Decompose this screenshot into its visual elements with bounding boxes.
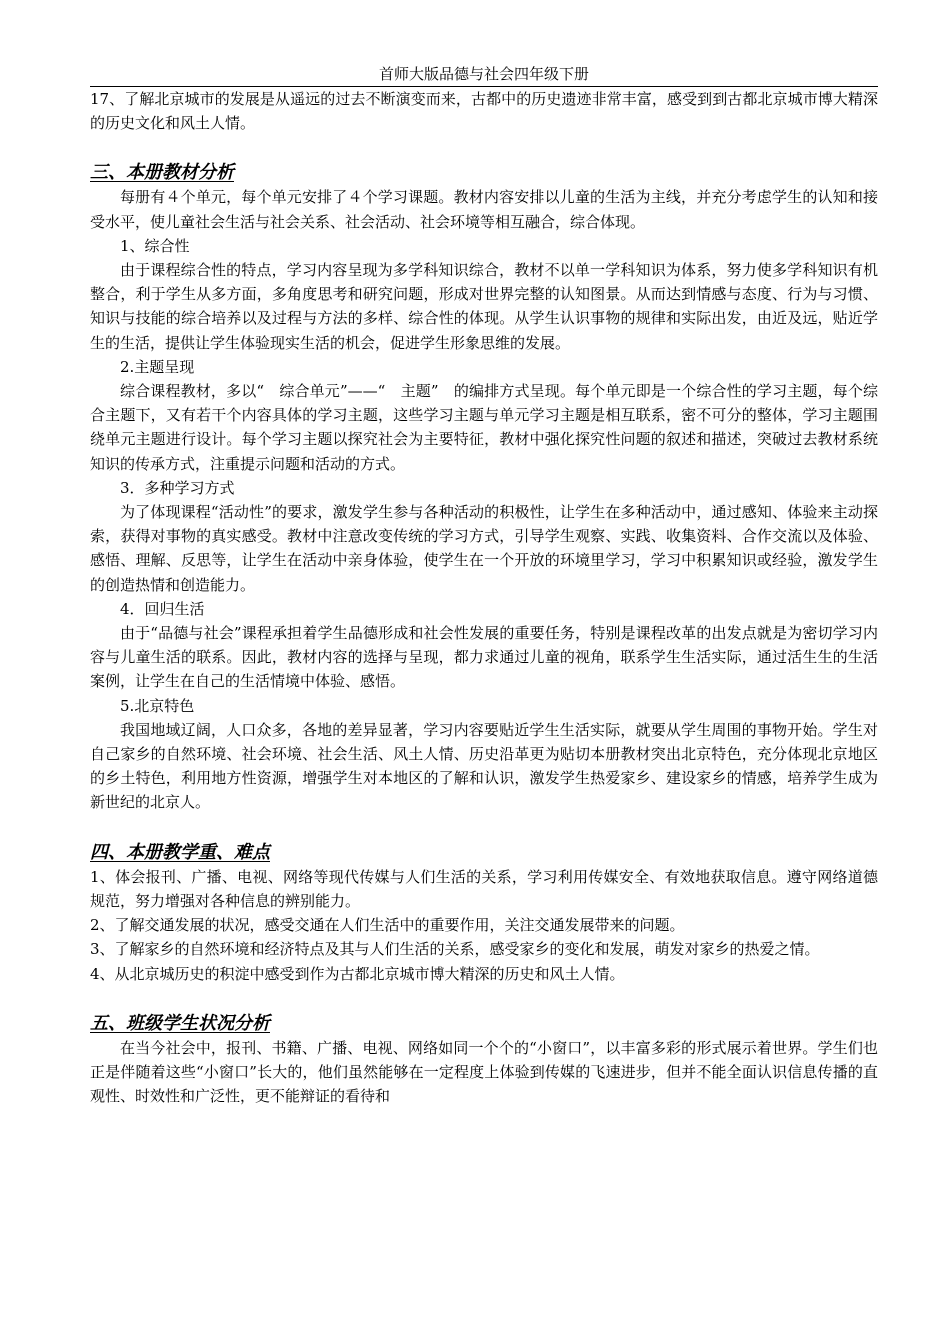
document-page <box>90 64 878 1108</box>
paragraph-theme: 综合课程教材，多以“ 综合单元”——“ 主题” 的编排方式呈现。每个单元即是一个综合性的学习主题，每个综合主题下，又有若干个内容具体的学习主题，这些学习主题与单元学习主题是相互联系，密不可分的整体，学习主题围绕单元主题进行设计。每个学习主题以探究社会为主要特征，教材中强化探究性问题的叙述和描述，突破过去教材系统知识的传承方式，注重提示问题和活动的方式。 <box>90 382 878 473</box>
section-3-heading-text: 三、本册教材分析 <box>90 162 234 184</box>
paragraph-beijing-features: 我国地域辽阔，人口众多，各地的差异显著，学习内容要贴近学生生活实际，就要从学生周围的事物开始。学生对自己家乡的自然环境、社会环境、社会生活、风土人情、历史沿革更为贴切本册教材突出北京特色，充分体现北京地区的乡土特色，利用地方性资源，增强学生对本地区的了解和认识，激发学生热爱家乡、建设家乡的情感，培养学生成为新世纪的北京人。 <box>90 720 878 812</box>
key-point-2: 2、了解交通发展的状况，感受交通在人们生活中的重要作用，关注交通发展带来的问题。 <box>90 916 685 935</box>
document-body <box>90 87 878 1108</box>
paragraph-comprehensive: 由于课程综合性的特点，学习内容呈现为多学科知识综合，教材不以单一学科知识为体系，努力使多学科知识有机整合，利于学生从多方面，多角度思考和研究问题，形成对世界完整的认知图景。从而达到情感与态度、行为与习惯、知识与技能的综合培养以及过程与方法的多样、综合性的体现。从学生认识事物的规律和实际出发，由近及远，贴近学生的生活，提供让学生体验现实生活的机会，促进学生形象思维的发展。 <box>90 261 878 352</box>
section-5-paragraph: 在当今社会中，报刊、书籍、广播、电视、网络如同一个个的“小窗口”，以丰富多彩的形式展示着世界。学生们也正是伴随着这些“小窗口”长大的，他们虽然能够在一定程度上体验到传媒的飞速进步，但并不能全面认识信息传播的直观性、时效性和广泛性，更不能辩证的看待和 <box>90 1038 878 1106</box>
key-point-1: 1、体会报刊、广播、电视、网络等现代传媒与人们生活的关系，学习利用传媒安全、有效地获取信息。遵守网络道德规范，努力增强对各种信息的辨别能力。 <box>90 867 878 910</box>
section-5-heading-text: 五、班级学生状况分析 <box>90 1012 270 1034</box>
subheading-return-to-life: 4．回归生活 <box>120 599 205 618</box>
goal-item-17: 17、了解北京城市的发展是从遥远的过去不断演变而来，古都中的历史遗迹非常丰富，感受到到古都北京城市博大精深的历史文化和风土人情。 <box>90 90 878 133</box>
subheading-theme: 2.主题呈现 <box>120 357 195 376</box>
subheading-comprehensive: 1、综合性 <box>120 236 190 255</box>
section-5-heading <box>90 1012 878 1036</box>
page-header: 首师大版品德与社会四年级下册 <box>90 64 878 87</box>
key-point-4: 4、从北京城历史的积淀中感受到作为古都北京城市博大精深的历史和风土人情。 <box>90 964 625 983</box>
section-3-heading <box>90 161 878 185</box>
section-3-intro: 每册有４个单元，每个单元安排了４个学习课题。教材内容安排以儿童的生活为主线，并充分考虑学生的认知和接受水平，使儿童社会生活与社会关系、社会活动、社会环境等相互融合，综合体现。 <box>90 188 878 231</box>
subheading-beijing-features: 5.北京特色 <box>120 696 195 715</box>
subheading-learning-methods: 3．多种学习方式 <box>120 478 235 497</box>
section-4-heading-text: 四、本册教学重、难点 <box>90 841 270 863</box>
paragraph-return-to-life: 由于“品德与社会”课程承担着学生品德形成和社会性发展的重要任务，特别是课程改革的出发点就是为密切学习内容与儿童生活的联系。因此，教材内容的选择与呈现，都力求通过儿童的视角，联系学生生活实际，通过活生生的生活案例，让学生在自己的生活情境中体验、感悟。 <box>90 624 878 691</box>
paragraph-learning-methods: 为了体现课程“活动性”的要求，激发学生参与各种活动的积极性，让学生在多种活动中，通过感知、体验来主动探索，获得对事物的真实感受。教材中注意改变传统的学习方式，引导学生观察、实践、收集资料、合作交流以及体验、感悟、理解、反思等，让学生在活动中亲身体验，使学生在一个开放的环境里学习，学习中积累知识或经验，激发学生的创造热情和创造能力。 <box>90 503 878 594</box>
key-point-3: 3、了解家乡的自然环境和经济特点及其与人们生活的关系，感受家乡的变化和发展，萌发对家乡的热爱之情。 <box>90 940 820 959</box>
section-4-heading <box>90 841 878 865</box>
